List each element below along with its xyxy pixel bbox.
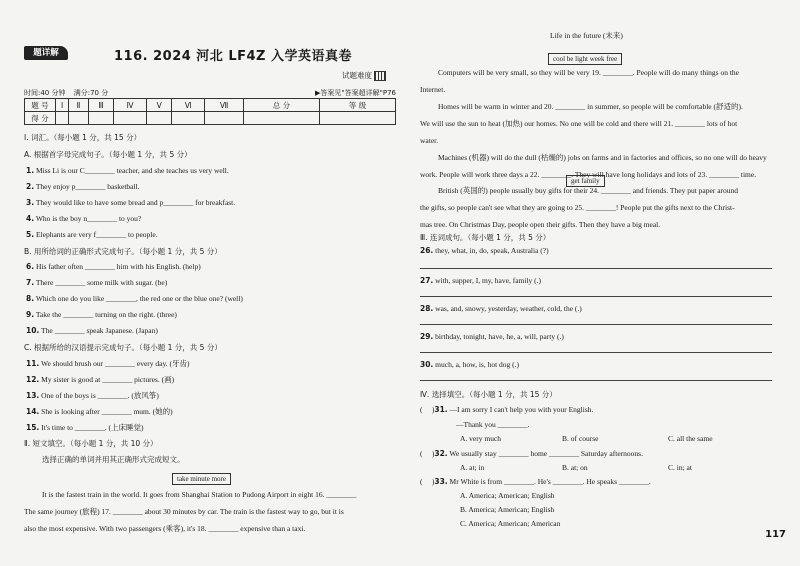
question-14: [26, 406, 173, 417]
option-32c[interactable]: C. in; at: [668, 463, 692, 472]
passage-2: [420, 64, 776, 183]
option-32a[interactable]: A. at; in: [460, 463, 485, 472]
question-number: 14.: [26, 407, 40, 416]
answer-line-29[interactable]: [420, 352, 772, 353]
question-number: 33.: [434, 477, 448, 486]
passage-3-line: the gifts, so people can't see what they are going to 25. ________! People put the gifts next to the Christ-: [420, 203, 735, 212]
series-logo: 题详解: [24, 46, 68, 60]
part1-heading: Ⅰ. 词汇。（每小题 1 分，共 15 分）: [24, 133, 142, 142]
score-cell: Ⅵ: [172, 99, 205, 112]
option-33a[interactable]: A. America; American; English: [460, 491, 555, 500]
question-28: [420, 304, 582, 313]
question-4: [26, 214, 141, 223]
option-31a[interactable]: A. very much: [460, 434, 502, 443]
answer-line-28[interactable]: [420, 324, 772, 325]
score-cell: 题 号: [25, 99, 56, 112]
question-30: [420, 360, 519, 369]
question-text: Miss Li is our C________ teacher, and she teaches us very well.: [35, 166, 229, 175]
answer-line-30[interactable]: [420, 380, 772, 381]
passage-2-line: Homes will be warm in winter and 20. ________ in summer, so people will be comfortable (舒适的).: [438, 102, 743, 111]
question-text: One of the boys is ________. (放风筝): [41, 391, 159, 400]
question-text: with, supper, I, my, have, family (.): [435, 276, 542, 285]
score-table: [24, 98, 396, 125]
passage-1-line: It is the fastest train in the world. It goes from Shanghai Station to Pudong Airport in eight 16. ________: [42, 490, 357, 499]
part1c-heading: C. 根据所给的汉语提示完成句子。（每小题 1 分，共 5 分）: [24, 343, 222, 352]
score-cell: Ⅲ: [88, 99, 114, 112]
question-1: [26, 166, 229, 175]
question-number: 27.: [420, 276, 434, 285]
question-5: [26, 230, 158, 239]
time-limit: 时间:40 分钟: [24, 89, 66, 97]
score-blank[interactable]: [146, 112, 171, 125]
passage-2-line: We will use the sun to heat (加热) our homes. No one will be cold and there will 21. ________ lots of hot: [420, 119, 738, 128]
passage-3-line: mas tree. On Christmas Day, people open their gifts. Then they have a big meal.: [420, 220, 661, 229]
passage-1-line: also the most expensive. With two passengers (乘客), it's 18. ________ expensive than a taxi.: [24, 524, 306, 533]
score-blank[interactable]: [114, 112, 147, 125]
answer-line-26[interactable]: [420, 268, 772, 269]
passage-2-line: Computers will be very small, so they will be very 19. ________. People will do many things on the: [438, 68, 740, 77]
question-11: [26, 358, 190, 369]
option-31c[interactable]: C. all the same: [668, 434, 713, 443]
option-32b[interactable]: B. at; on: [562, 463, 588, 472]
question-number: 10.: [26, 326, 40, 335]
question-number: 26.: [420, 246, 434, 255]
question-7: [26, 278, 167, 287]
word-box-1-text: take minute more: [172, 473, 231, 485]
question-text: Take the ________ turning on the right. (three): [35, 310, 177, 319]
question-10: [26, 326, 158, 335]
question-number: 8.: [26, 294, 35, 303]
score-blank[interactable]: [69, 112, 88, 125]
difficulty-label: 试题难度: [342, 71, 372, 80]
exam-meta: [24, 88, 396, 98]
question-text: The ________ speak Japanese. (Japan): [41, 326, 158, 335]
question-number: 2.: [26, 182, 35, 191]
question-32: ( )32. We usually stay ________ home ________ Saturday afternoons.: [420, 449, 643, 458]
question-number: 15.: [26, 423, 40, 432]
question-9: [26, 310, 177, 319]
part4-heading: Ⅳ. 选择填空。（每小题 1 分，共 15 分）: [420, 390, 557, 399]
question-number: 12.: [26, 375, 40, 384]
score-blank[interactable]: [88, 112, 114, 125]
difficulty-indicator: [342, 70, 386, 81]
question-number: 1.: [26, 166, 35, 175]
question-text: They would like to have some bread and p________ for breakfast.: [35, 198, 236, 207]
score-blank[interactable]: [205, 112, 244, 125]
question-text: much, a, how, is, hot dog (.): [435, 360, 520, 369]
question-3: [26, 198, 235, 207]
score-cell: 总 分: [243, 99, 319, 112]
option-31b[interactable]: B. of course: [562, 434, 599, 443]
question-number: 31.: [434, 405, 448, 414]
score-blank[interactable]: [172, 112, 205, 125]
passage-2-line: Machines (机器) will do the dull (枯燥的) jobs on farms and in factories and offices, so no one will do heavy: [438, 153, 767, 162]
question-number: 32.: [434, 449, 448, 458]
question-number: 6.: [26, 262, 35, 271]
question-13: [26, 390, 159, 401]
score-cell: Ⅳ: [114, 99, 147, 112]
full-score: 满分:70 分: [73, 89, 109, 97]
score-cell: Ⅱ: [69, 99, 88, 112]
passage-3-line: British (英国的) people usually buy gifts for their 24. ________ and friends. They put paper around: [438, 186, 739, 195]
passage-subtitle: Life in the future (未来): [550, 31, 623, 40]
score-cell: Ⅴ: [146, 99, 171, 112]
question-text: My sister is good at ________ pictures. (画): [41, 375, 175, 384]
question-number: 5.: [26, 230, 35, 239]
score-blank[interactable]: [319, 112, 395, 125]
question-26: [420, 246, 549, 255]
question-text: She is looking after ________ mum. (她的): [41, 407, 173, 416]
question-number: 3.: [26, 198, 35, 207]
question-29: [420, 332, 564, 341]
left-column: [24, 0, 396, 566]
score-value-row: [25, 112, 396, 125]
question-15: [26, 422, 144, 433]
question-text: birthday, tonight, have, he, a, will, party (.): [435, 332, 564, 341]
part1a-heading: A. 根据首字母完成句子。（每小题 1 分，共 5 分）: [24, 150, 192, 159]
question-2: [26, 182, 140, 191]
question-text: They enjoy p________ basketball.: [35, 182, 140, 191]
word-box-2-text: cool be light week free: [548, 53, 622, 65]
question-number: 11.: [26, 359, 40, 368]
question-33: ( )33. Mr White is from ________. He's ________. He speaks ________.: [420, 477, 651, 486]
question-text: Which one do you like ________, the red one or the blue one? (well): [35, 294, 243, 303]
question-number: 4.: [26, 214, 35, 223]
score-cell: 等 级: [319, 99, 395, 112]
question-number: 30.: [420, 360, 434, 369]
score-row-label: 得 分: [25, 112, 56, 125]
passage-2-line: Internet.: [420, 85, 446, 94]
question-text: Who is the boy n________ to you?: [35, 214, 142, 223]
difficulty-bars-icon: [374, 71, 386, 81]
part2-heading: Ⅱ. 短文填空。（每小题 1 分，共 10 分）: [24, 439, 158, 448]
question-number: 29.: [420, 332, 434, 341]
passage-2-line: water.: [420, 136, 439, 145]
page-title: 116. 2024 河北 LF4Z 入学英语真卷: [114, 49, 352, 64]
passage-3: [420, 182, 776, 233]
question-text: His father often ________ him with his English. (help): [35, 262, 201, 271]
question-text: Mr White is from ________. He's ________. He speaks ________.: [449, 477, 651, 486]
question-text: —I am sorry I can't help you with your English.: [449, 405, 594, 414]
score-blank[interactable]: [56, 112, 69, 125]
question-8: [26, 294, 243, 303]
score-cell: Ⅶ: [205, 99, 244, 112]
question-31-line2: —Thank you ________.: [456, 420, 530, 429]
answer-line-27[interactable]: [420, 296, 772, 297]
question-number: 7.: [26, 278, 35, 287]
option-33c[interactable]: C. America; American; American: [460, 519, 561, 528]
part1b-heading: B. 用所给词的正确形式完成句子。（每小题 1 分，共 5 分）: [24, 247, 222, 256]
question-text: was, and, snowy, yesterday, weather, cold, the (.): [435, 304, 582, 313]
question-text: Elephants are very f________ to people.: [35, 230, 158, 239]
part3-heading: Ⅲ. 连词成句。（每小题 1 分，共 5 分）: [420, 233, 551, 242]
passage-2-line: work. People will work three days a 22. ________. They will have long holidays and lots of 23. ________ time.: [420, 170, 757, 179]
score-blank[interactable]: [243, 112, 319, 125]
question-12: [26, 374, 174, 385]
page-number: 117: [765, 529, 786, 540]
score-cell: Ⅰ: [56, 99, 69, 112]
word-box-1: [172, 468, 231, 486]
passage-1: [24, 486, 396, 537]
question-number: 9.: [26, 310, 35, 319]
question-6: [26, 262, 201, 271]
score-header-row: [25, 99, 396, 112]
passage-1-line: The same journey (旅程) 17. ________ about 30 minutes by car. The train is the fastest way to go, but it is: [24, 507, 344, 516]
question-text: We should brush our ________ every day. (牙齿): [41, 359, 190, 368]
question-27: [420, 276, 541, 285]
option-33b[interactable]: B. America; American; English: [460, 505, 555, 514]
answer-reference: ▶答案见"答案超详解"P76: [315, 89, 396, 97]
question-text: There ________ some milk with sugar. (be): [35, 278, 168, 287]
question-text: We usually stay ________ home ________ Saturday afternoons.: [449, 449, 643, 458]
question-text: they, what, in, do, speak, Australia (?): [435, 246, 549, 255]
right-column: [420, 0, 776, 566]
question-number: 13.: [26, 391, 40, 400]
part2-instruction: 选择正确的单词并用其正确形式完成短文。: [42, 455, 185, 464]
word-box-3-text: get family: [566, 175, 605, 187]
question-31: ( )31. —I am sorry I can't help you with your English.: [420, 405, 594, 414]
question-number: 28.: [420, 304, 434, 313]
question-text: It's time to ________. (上床睡觉): [41, 423, 144, 432]
